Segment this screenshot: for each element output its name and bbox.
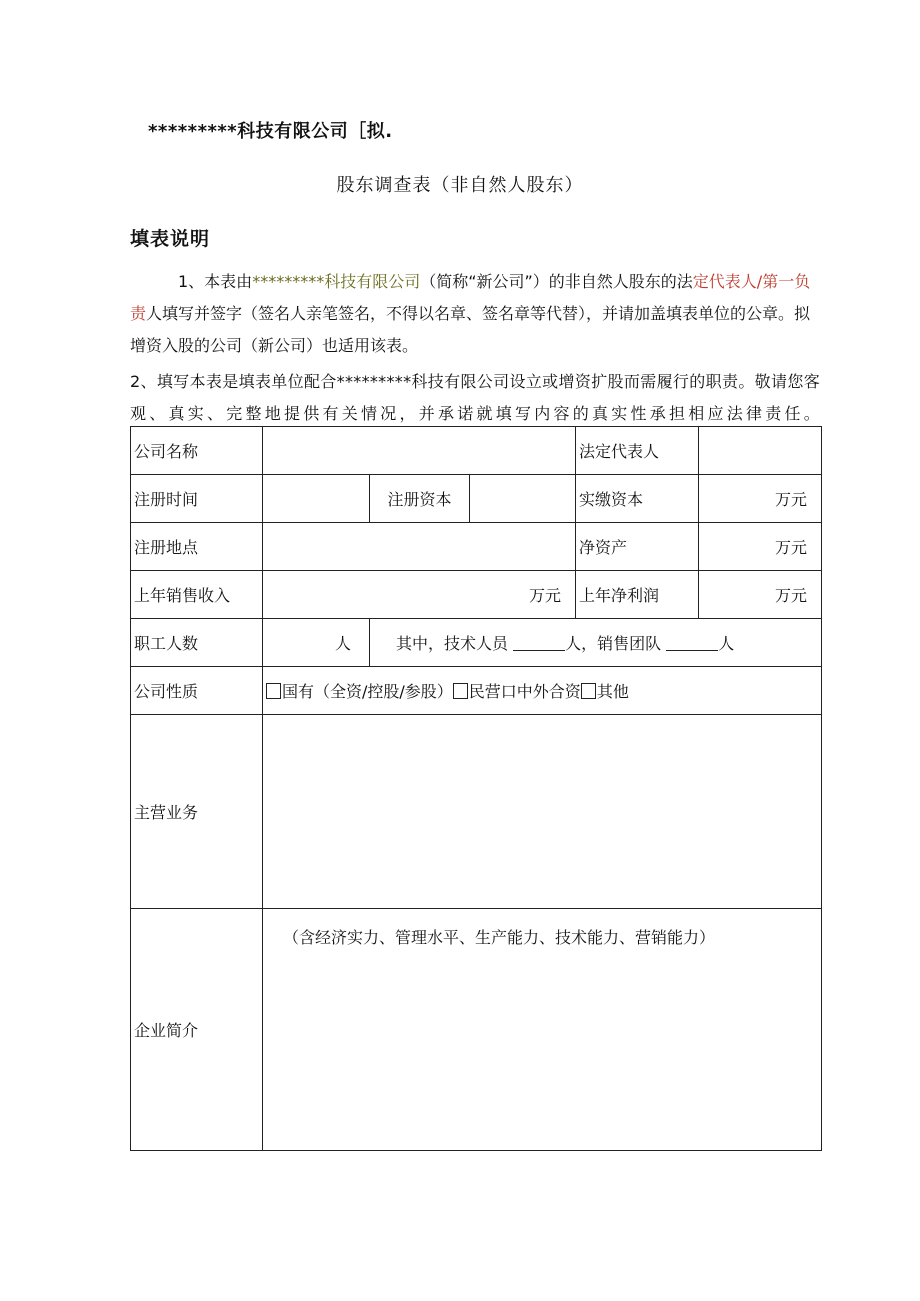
reg-place-label: 注册地点 — [131, 523, 263, 571]
company-name-field[interactable] — [263, 427, 576, 475]
legal-rep-label: 法定代表人 — [576, 427, 699, 475]
paid-capital-field[interactable] — [699, 475, 822, 523]
unit-wan: 万元 — [775, 538, 808, 557]
sales-team-blank[interactable] — [666, 636, 718, 651]
nature-label: 公司性质 — [131, 667, 263, 715]
table-row — [131, 667, 822, 715]
table-row — [131, 523, 822, 571]
unit-wan: 万元 — [775, 586, 808, 605]
main-business-field[interactable] — [263, 715, 822, 909]
legal-rep-field[interactable] — [699, 427, 822, 475]
instruction-1 — [130, 266, 820, 362]
staff-count-field[interactable] — [263, 619, 370, 667]
profile-field[interactable] — [263, 909, 822, 1151]
state-owned-checkbox[interactable] — [266, 683, 281, 699]
staff-breakdown — [370, 619, 822, 667]
table-row — [131, 427, 822, 475]
tech-staff-blank[interactable] — [513, 636, 565, 651]
profile-note: （含经济实力、管理水平、生产能力、技术能力、营销能力） — [283, 928, 716, 947]
nature-options — [263, 667, 822, 715]
profit-field[interactable] — [699, 571, 822, 619]
profile-label: 企业简介 — [131, 909, 263, 1151]
company-header: *********科技有限公司［拟. — [148, 121, 393, 142]
staff-label: 职工人数 — [131, 619, 263, 667]
reg-place-field[interactable] — [263, 523, 576, 571]
table-row — [131, 571, 822, 619]
form-title: 股东调查表（非自然人股东） — [336, 175, 584, 196]
profit-label: 上年净利润 — [576, 571, 699, 619]
other-checkbox[interactable] — [581, 683, 596, 699]
nature-option-1: 国有（全资/控股/参股） — [282, 682, 453, 701]
net-assets-field[interactable] — [699, 523, 822, 571]
instruction-1-company: *********科技有限公司 — [252, 272, 421, 291]
nature-option-2: 民营口中外合资 — [468, 682, 581, 701]
instruction-1-c: （简称“新公司”）的非自然人股东的法 — [420, 272, 693, 291]
sales-field[interactable] — [263, 571, 576, 619]
reg-capital-label: 注册资本 — [370, 475, 470, 523]
company-name-label: 公司名称 — [131, 427, 263, 475]
table-row — [131, 475, 822, 523]
reg-date-field[interactable] — [263, 475, 370, 523]
table-row — [131, 909, 822, 1151]
unit-person: 人 — [334, 634, 351, 653]
reg-date-label: 注册时间 — [131, 475, 263, 523]
reg-capital-field[interactable] — [470, 475, 576, 523]
survey-table — [130, 426, 822, 1151]
nature-option-3: 其他 — [596, 682, 629, 701]
main-business-label: 主营业务 — [131, 715, 263, 909]
table-row — [131, 715, 822, 909]
staff-breakdown-b: 人，销售团队 — [565, 634, 662, 653]
instruction-2: 2、填写本表是填表单位配合*********科技有限公司设立或增资扩股而需履行的职责。敬请您客观、真实、完整地提供有关情况，并承诺就填写内容的真实性承担相应法律责任。 — [130, 372, 820, 423]
table-row — [131, 619, 822, 667]
instruction-1-highlight: 定代表人/第一负责 — [130, 272, 811, 323]
sales-label: 上年销售收入 — [131, 571, 263, 619]
private-checkbox[interactable] — [453, 683, 468, 699]
staff-breakdown-c: 人 — [718, 634, 735, 653]
instruction-1-e: 人填写并签字（签名人亲笔签名，不得以名章、签名章等代替），并请加盖填表单位的公章。拟增资入股的公司（新公司）也适用该表。 — [130, 304, 811, 355]
unit-wan: 万元 — [775, 490, 808, 509]
section-title: 填表说明 — [130, 228, 211, 250]
instruction-1-a: 1、本表由 — [178, 272, 253, 291]
net-assets-label: 净资产 — [576, 523, 699, 571]
staff-breakdown-a: 其中，技术人员 — [396, 634, 509, 653]
unit-wan: 万元 — [529, 586, 562, 605]
paid-capital-label: 实缴资本 — [576, 475, 699, 523]
